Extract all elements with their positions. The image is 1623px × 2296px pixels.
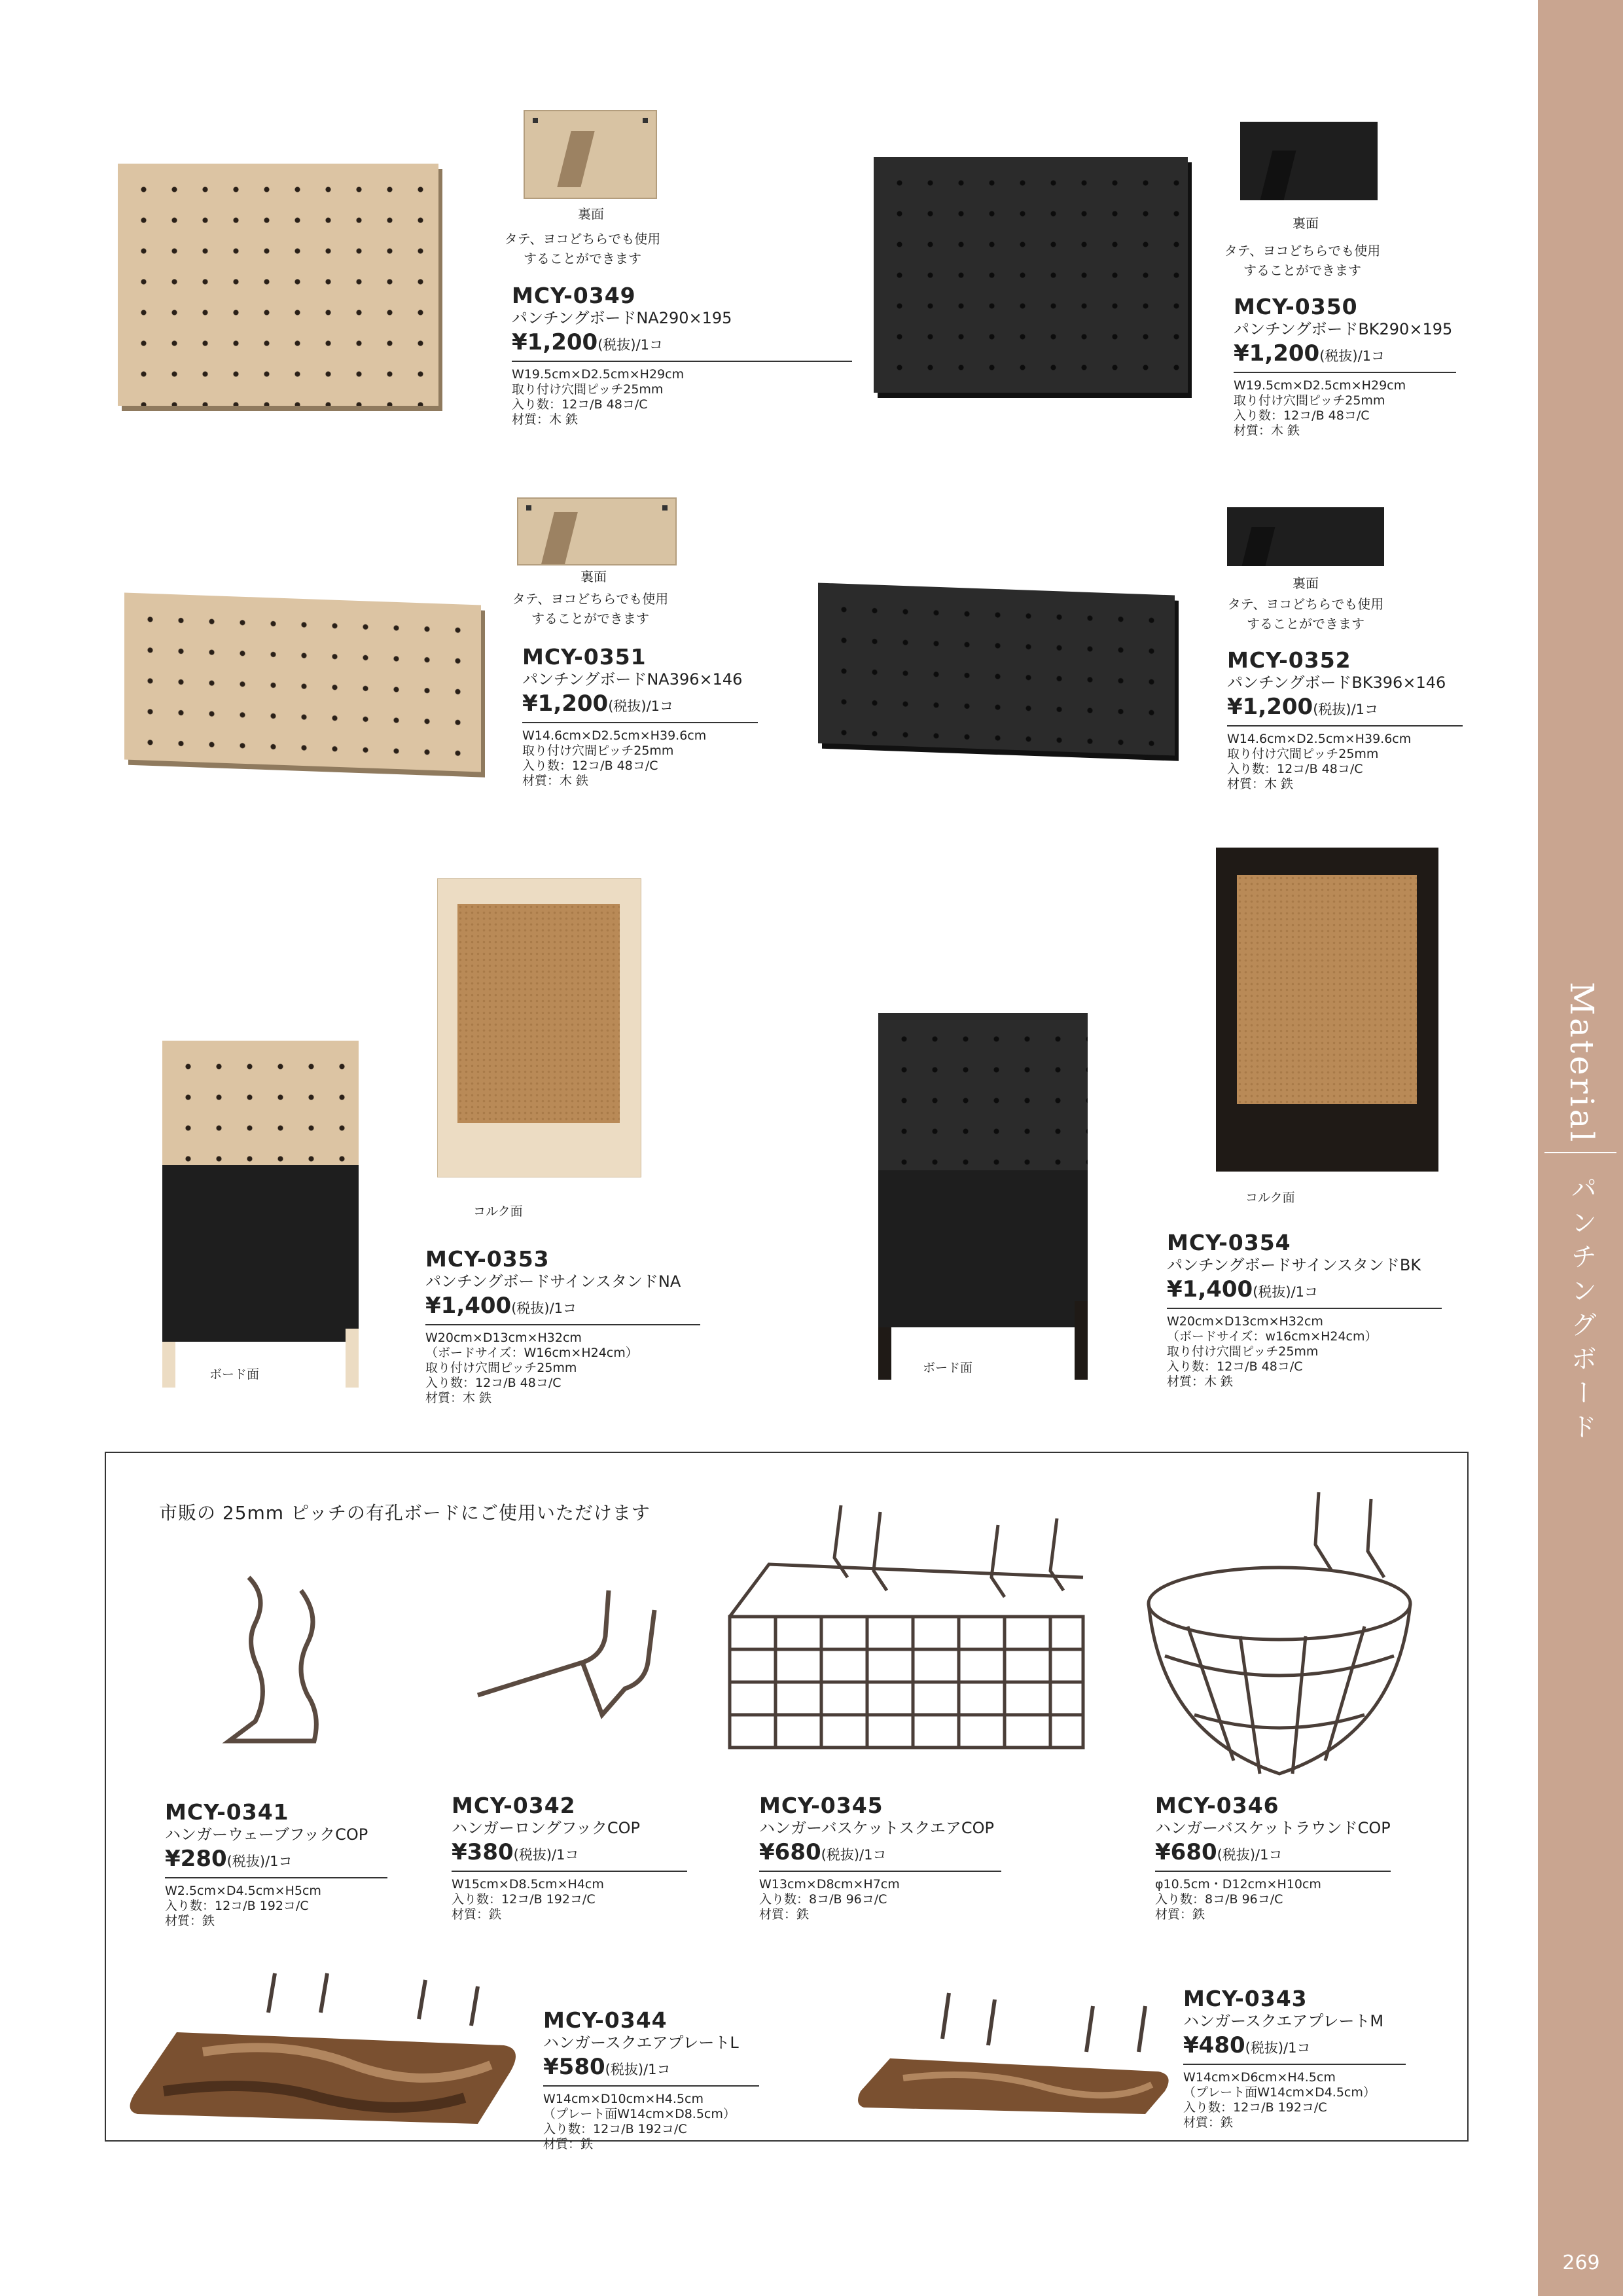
spec-line: 入り数：12コ/B 192コ/C [452, 1892, 596, 1907]
product-image-0352 [818, 583, 1175, 755]
spec-line: 入り数：12コ/B 192コ/C [1183, 2100, 1327, 2115]
product-info-0352 [1227, 648, 1580, 792]
spec-line: W19.5cm×D2.5cm×H29cm [512, 367, 685, 382]
usable-note-0349: タテ、ヨコどちらでも使用することができます [504, 231, 661, 266]
back-thumb-0350 [1240, 122, 1378, 200]
unit-label: /1コ [859, 1847, 887, 1863]
board-side-label-0353: ボード面 [209, 1367, 260, 1382]
product-image-0351 [124, 592, 481, 772]
product-info-0350 [1234, 295, 1587, 439]
spec-line: 材質：鉄 [759, 1907, 810, 1922]
spec-line: 入り数：12コ/B 48コ/C [425, 1376, 562, 1390]
tax-label: (税抜) [511, 1300, 550, 1316]
product-image-0345 [723, 1499, 1090, 1774]
spec-line: 材質：木 鉄 [512, 412, 579, 427]
price-value: ¥480 [1183, 2032, 1245, 2058]
spec-line: 入り数：12コ/B 192コ/C [165, 1899, 309, 1913]
spec-line: 入り数：12コ/B 48コ/C [512, 397, 648, 412]
product-info-0345 [759, 1793, 1113, 1922]
back-thumb-0352 [1227, 507, 1384, 566]
product-price [425, 1291, 700, 1325]
back-label-0351: 裏面 [580, 569, 607, 584]
product-image-0346 [1135, 1486, 1423, 1787]
strip-divider [1544, 1152, 1616, 1153]
product-price [512, 328, 852, 362]
product-code: MCY-0351 [522, 644, 647, 670]
price-value: ¥1,400 [425, 1293, 512, 1319]
tax-label: (税抜) [597, 337, 636, 353]
spec-line: 入り数：12コ/B 48コ/C [522, 759, 658, 773]
price-value: ¥1,200 [512, 329, 598, 355]
product-code: MCY-0343 [1183, 1986, 1308, 2011]
spec-line: W14.6cm×D2.5cm×H39.6cm [522, 728, 707, 743]
page-number: 269 [1562, 2251, 1600, 2274]
product-info-0349 [512, 283, 865, 427]
product-name: パンチングボードNA290×195 [512, 309, 732, 327]
spec-line: 材質：鉄 [165, 1914, 215, 1928]
back-label-0350: 裏面 [1293, 215, 1319, 231]
price-value: ¥1,200 [1227, 694, 1313, 720]
spec-line: φ10.5cm・D12cm×H10cm [1155, 1877, 1321, 1892]
spec-line: 材質：木 鉄 [425, 1391, 492, 1405]
spec-line: （プレート面W14cm×D8.5cm） [543, 2107, 736, 2121]
spec-line: W14cm×D10cm×H4.5cm [543, 2092, 704, 2106]
spec-line: 入り数：8コ/B 96コ/C [1155, 1892, 1283, 1907]
spec-line: （ボードサイズ：w16cm×H24cm） [1167, 1329, 1378, 1344]
product-name: パンチングボードサインスタンドNA [425, 1272, 681, 1291]
product-info-0343 [1183, 1986, 1537, 2130]
product-image-0344 [124, 1967, 530, 2137]
product-price [452, 1838, 687, 1872]
spec-line: 材質：木 鉄 [1227, 777, 1294, 791]
price-value: ¥680 [759, 1839, 821, 1865]
unit-label: /1コ [1357, 348, 1385, 364]
tax-label: (税抜) [1245, 2040, 1284, 2056]
spec-line: 取り付け穴間ピッチ25mm [522, 744, 674, 758]
spec-line: 入り数：12コ/B 48コ/C [1234, 408, 1370, 423]
spec-line: 材質：鉄 [1183, 2115, 1234, 2130]
spec-line: 入り数：12コ/B 48コ/C [1227, 762, 1363, 776]
price-value: ¥380 [452, 1839, 514, 1865]
tax-label: (税抜) [1319, 348, 1358, 364]
spec-line: 材質：木 鉄 [1234, 423, 1300, 438]
product-image-0354-board [878, 1013, 1088, 1380]
unit-label: /1コ [1255, 1847, 1283, 1863]
product-info-0344 [543, 2008, 897, 2152]
tax-label: (税抜) [1217, 1847, 1256, 1863]
spec-line: 材質：木 鉄 [522, 774, 589, 788]
price-value: ¥1,200 [1234, 340, 1320, 367]
back-label-0349: 裏面 [578, 206, 604, 222]
product-code: MCY-0352 [1227, 647, 1351, 673]
back-thumb-0351 [517, 497, 677, 565]
product-image-0354-cork [1216, 848, 1438, 1172]
product-code: MCY-0349 [512, 283, 636, 308]
product-name: パンチングボードNA396×146 [522, 670, 743, 689]
spec-line: 材質：鉄 [543, 2137, 594, 2151]
price-value: ¥280 [165, 1846, 227, 1872]
spec-line: （プレート面W14cm×D4.5cm） [1183, 2085, 1376, 2100]
product-info-0353 [425, 1247, 779, 1406]
unit-label: /1コ [646, 698, 674, 714]
section-label-ja: パンチングボード [1567, 1175, 1597, 1447]
spec-line: 取り付け穴間ピッチ25mm [512, 382, 664, 397]
unit-label: /1コ [1351, 702, 1379, 717]
product-code: MCY-0354 [1167, 1230, 1291, 1255]
product-code: MCY-0345 [759, 1793, 883, 1818]
product-image-0341 [209, 1571, 353, 1754]
tax-label: (税抜) [226, 1854, 266, 1869]
product-name: パンチングボードBK396×146 [1227, 673, 1446, 692]
spec-line: 入り数：12コ/B 48コ/C [1167, 1359, 1303, 1374]
spec-line: 材質：鉄 [1155, 1907, 1205, 1922]
spec-line: 取り付け穴間ピッチ25mm [1167, 1344, 1319, 1359]
product-price [1183, 2031, 1406, 2065]
spec-line: W15cm×D8.5cm×H4cm [452, 1877, 604, 1892]
spec-line: W20cm×D13cm×H32cm [425, 1331, 582, 1345]
product-name: パンチングボードBK290×195 [1234, 320, 1453, 338]
spec-line: 材質：木 鉄 [1167, 1374, 1234, 1389]
spec-line: W13cm×D8cm×H7cm [759, 1877, 900, 1892]
product-price [165, 1844, 387, 1878]
spec-line: 取り付け穴間ピッチ25mm [1227, 747, 1379, 761]
cork-side-label-0353: コルク面 [473, 1204, 523, 1219]
usable-note-0350: タテ、ヨコどちらでも使用することができます [1224, 243, 1381, 278]
product-info-0346 [1155, 1793, 1508, 1922]
product-image-0343 [851, 1986, 1178, 2117]
tax-label: (税抜) [1253, 1284, 1291, 1300]
tax-label: (税抜) [605, 2062, 644, 2077]
back-label-0352: 裏面 [1293, 575, 1319, 591]
spec-line: W19.5cm×D2.5cm×H29cm [1234, 378, 1406, 393]
product-name: ハンガースクエアプレートM [1183, 2012, 1384, 2030]
price-value: ¥1,400 [1167, 1276, 1253, 1302]
board-side-label-0354: ボード面 [923, 1361, 973, 1375]
product-info-0354 [1167, 1230, 1520, 1390]
product-name: ハンガースクエアプレートL [543, 2034, 739, 2052]
tax-label: (税抜) [821, 1847, 860, 1863]
spec-line: W14.6cm×D2.5cm×H39.6cm [1227, 732, 1412, 746]
spec-line: W14cm×D6cm×H4.5cm [1183, 2070, 1336, 2085]
spec-line: W20cm×D13cm×H32cm [1167, 1314, 1323, 1329]
product-price [1227, 692, 1463, 726]
product-image-0350 [874, 157, 1188, 393]
product-price [1234, 339, 1456, 373]
spec-line: 材質：鉄 [452, 1907, 502, 1922]
unit-label: /1コ [549, 1300, 577, 1316]
product-image-0342 [452, 1584, 687, 1734]
product-code: MCY-0344 [543, 2007, 668, 2033]
back-thumb-0349 [524, 110, 657, 199]
accessories-title: 市販の 25mm ピッチの有孔ボードにご使用いただけます [159, 1502, 651, 1524]
product-name: パンチングボードサインスタンドBK [1167, 1256, 1421, 1274]
product-price [759, 1838, 1001, 1872]
product-name: ハンガーウェーブフックCOP [165, 1825, 368, 1844]
price-value: ¥1,200 [522, 691, 609, 717]
cork-side-label-0354: コルク面 [1245, 1191, 1295, 1205]
product-name: ハンガーバスケットラウンドCOP [1155, 1819, 1391, 1837]
tax-label: (税抜) [1313, 702, 1351, 717]
product-price [522, 689, 758, 723]
product-name: ハンガーロングフックCOP [452, 1819, 640, 1837]
product-price [1167, 1275, 1442, 1309]
spec-line: 入り数：12コ/B 192コ/C [543, 2122, 687, 2136]
spec-line: 取り付け穴間ピッチ25mm [1234, 393, 1385, 408]
price-value: ¥680 [1155, 1839, 1217, 1865]
section-label-en: Material [1563, 982, 1601, 1145]
product-code: MCY-0346 [1155, 1793, 1279, 1818]
tax-label: (税抜) [513, 1847, 552, 1863]
unit-label: /1コ [1283, 2040, 1311, 2056]
product-price [543, 2053, 759, 2087]
spec-line: （ボードサイズ：W16cm×H24cm） [425, 1346, 638, 1360]
unit-label: /1コ [635, 337, 664, 353]
spec-line: W2.5cm×D4.5cm×H5cm [165, 1884, 321, 1898]
product-image-0353-board [162, 1041, 359, 1388]
product-name: ハンガーバスケットスクエアCOP [759, 1819, 995, 1837]
product-code: MCY-0341 [165, 1799, 289, 1825]
tax-label: (税抜) [608, 698, 647, 714]
unit-label: /1コ [552, 1847, 579, 1863]
unit-label: /1コ [1291, 1284, 1319, 1300]
usable-note-0352: タテ、ヨコどちらでも使用することができます [1227, 596, 1384, 632]
product-code: MCY-0353 [425, 1246, 550, 1272]
product-image-0353-cork [437, 878, 641, 1177]
product-code: MCY-0342 [452, 1793, 576, 1818]
unit-label: /1コ [265, 1854, 293, 1869]
usable-note-0351: タテ、ヨコどちらでも使用することができます [512, 591, 669, 626]
price-value: ¥580 [543, 2054, 605, 2080]
product-price [1155, 1838, 1391, 1872]
spec-line: 取り付け穴間ピッチ25mm [425, 1361, 577, 1375]
spec-line: 入り数：8コ/B 96コ/C [759, 1892, 887, 1907]
product-info-0342 [452, 1793, 805, 1922]
product-code: MCY-0350 [1234, 294, 1358, 319]
unit-label: /1コ [643, 2062, 671, 2077]
product-image-0349 [118, 164, 438, 406]
